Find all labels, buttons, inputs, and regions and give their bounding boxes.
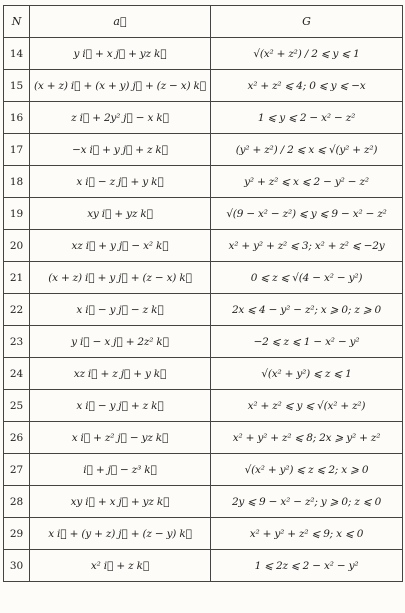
vector-field-cell: −x i⃗ + y j⃗ + z k⃗ xyxy=(30,134,211,166)
vector-field-cell: i⃗ + j⃗ − z³ k⃗ xyxy=(30,454,211,486)
region-cell: √(x² + y²) ⩽ z ⩽ 1 xyxy=(211,358,403,390)
row-number: 27 xyxy=(4,454,30,486)
table-body xyxy=(4,38,403,582)
table-row xyxy=(4,294,403,326)
vector-field-cell: x i⃗ − y j⃗ − z k⃗ xyxy=(30,294,211,326)
table-row xyxy=(4,70,403,102)
header-n: N xyxy=(4,6,30,38)
region-cell: x² + z² ⩽ 4; 0 ⩽ y ⩽ −x xyxy=(211,70,403,102)
region-cell: x² + y² + z² ⩽ 8; 2x ⩾ y² + z² xyxy=(211,422,403,454)
row-number: 25 xyxy=(4,390,30,422)
row-number: 30 xyxy=(4,550,30,582)
vector-field-cell: xy i⃗ + yz k⃗ xyxy=(30,198,211,230)
header-g: G xyxy=(211,6,403,38)
row-number: 28 xyxy=(4,486,30,518)
table-row xyxy=(4,422,403,454)
vector-field-cell: x² i⃗ + z k⃗ xyxy=(30,550,211,582)
table-row xyxy=(4,38,403,70)
table-row xyxy=(4,230,403,262)
region-cell: x² + y² + z² ⩽ 3; x² + z² ⩽ −2y xyxy=(211,230,403,262)
vector-field-cell: y i⃗ + x j⃗ + yz k⃗ xyxy=(30,38,211,70)
region-cell: √(9 − x² − z²) ⩽ y ⩽ 9 − x² − z² xyxy=(211,198,403,230)
region-cell: √(x² + z²) / 2 ⩽ y ⩽ 1 xyxy=(211,38,403,70)
region-cell: 0 ⩽ z ⩽ √(4 − x² − y²) xyxy=(211,262,403,294)
vector-field-cell: xy i⃗ + x j⃗ + yz k⃗ xyxy=(30,486,211,518)
row-number: 26 xyxy=(4,422,30,454)
vector-field-cell: (x + z) i⃗ + (x + y) j⃗ + (z − x) k⃗ xyxy=(30,70,211,102)
region-cell: y² + z² ⩽ x ⩽ 2 − y² − z² xyxy=(211,166,403,198)
table-row xyxy=(4,262,403,294)
vector-field-cell: xz i⃗ + z j⃗ + y k⃗ xyxy=(30,358,211,390)
row-number: 21 xyxy=(4,262,30,294)
row-number: 18 xyxy=(4,166,30,198)
vector-field-cell: xz i⃗ + y j⃗ − x² k⃗ xyxy=(30,230,211,262)
table-row xyxy=(4,166,403,198)
row-number: 23 xyxy=(4,326,30,358)
table-row xyxy=(4,358,403,390)
row-number: 17 xyxy=(4,134,30,166)
region-cell: x² + z² ⩽ y ⩽ √(x² + z²) xyxy=(211,390,403,422)
row-number: 20 xyxy=(4,230,30,262)
region-cell: 1 ⩽ 2z ⩽ 2 − x² − y² xyxy=(211,550,403,582)
table-header xyxy=(4,6,403,38)
table-row xyxy=(4,518,403,550)
header-row xyxy=(4,6,403,38)
header-a: a⃗ xyxy=(30,6,211,38)
table-row xyxy=(4,326,403,358)
vector-field-cell: x i⃗ − z j⃗ + y k⃗ xyxy=(30,166,211,198)
table-row xyxy=(4,102,403,134)
vector-field-cell: y i⃗ − x j⃗ + 2z² k⃗ xyxy=(30,326,211,358)
row-number: 15 xyxy=(4,70,30,102)
table-row xyxy=(4,390,403,422)
row-number: 14 xyxy=(4,38,30,70)
row-number: 24 xyxy=(4,358,30,390)
region-cell: (y² + z²) / 2 ⩽ x ⩽ √(y² + z²) xyxy=(211,134,403,166)
table-row xyxy=(4,198,403,230)
vector-field-cell: x i⃗ + (y + z) j⃗ + (z − y) k⃗ xyxy=(30,518,211,550)
variants-table xyxy=(3,5,403,582)
region-cell: −2 ⩽ z ⩽ 1 − x² − y² xyxy=(211,326,403,358)
vector-field-cell: x i⃗ − y j⃗ + z k⃗ xyxy=(30,390,211,422)
table-row xyxy=(4,550,403,582)
vector-field-cell: x i⃗ + z² j⃗ − yz k⃗ xyxy=(30,422,211,454)
region-cell: 1 ⩽ y ⩽ 2 − x² − z² xyxy=(211,102,403,134)
row-number: 29 xyxy=(4,518,30,550)
row-number: 16 xyxy=(4,102,30,134)
region-cell: 2y ⩽ 9 − x² − z²; y ⩾ 0; z ⩽ 0 xyxy=(211,486,403,518)
region-cell: x² + y² + z² ⩽ 9; x ⩽ 0 xyxy=(211,518,403,550)
region-cell: √(x² + y²) ⩽ z ⩽ 2; x ⩾ 0 xyxy=(211,454,403,486)
region-cell: 2x ⩽ 4 − y² − z²; x ⩾ 0; z ⩾ 0 xyxy=(211,294,403,326)
row-number: 19 xyxy=(4,198,30,230)
row-number: 22 xyxy=(4,294,30,326)
vector-field-cell: z i⃗ + 2y² j⃗ − x k⃗ xyxy=(30,102,211,134)
table-row xyxy=(4,134,403,166)
table-row xyxy=(4,486,403,518)
vector-field-cell: (x + z) i⃗ + y j⃗ + (z − x) k⃗ xyxy=(30,262,211,294)
table-row xyxy=(4,454,403,486)
